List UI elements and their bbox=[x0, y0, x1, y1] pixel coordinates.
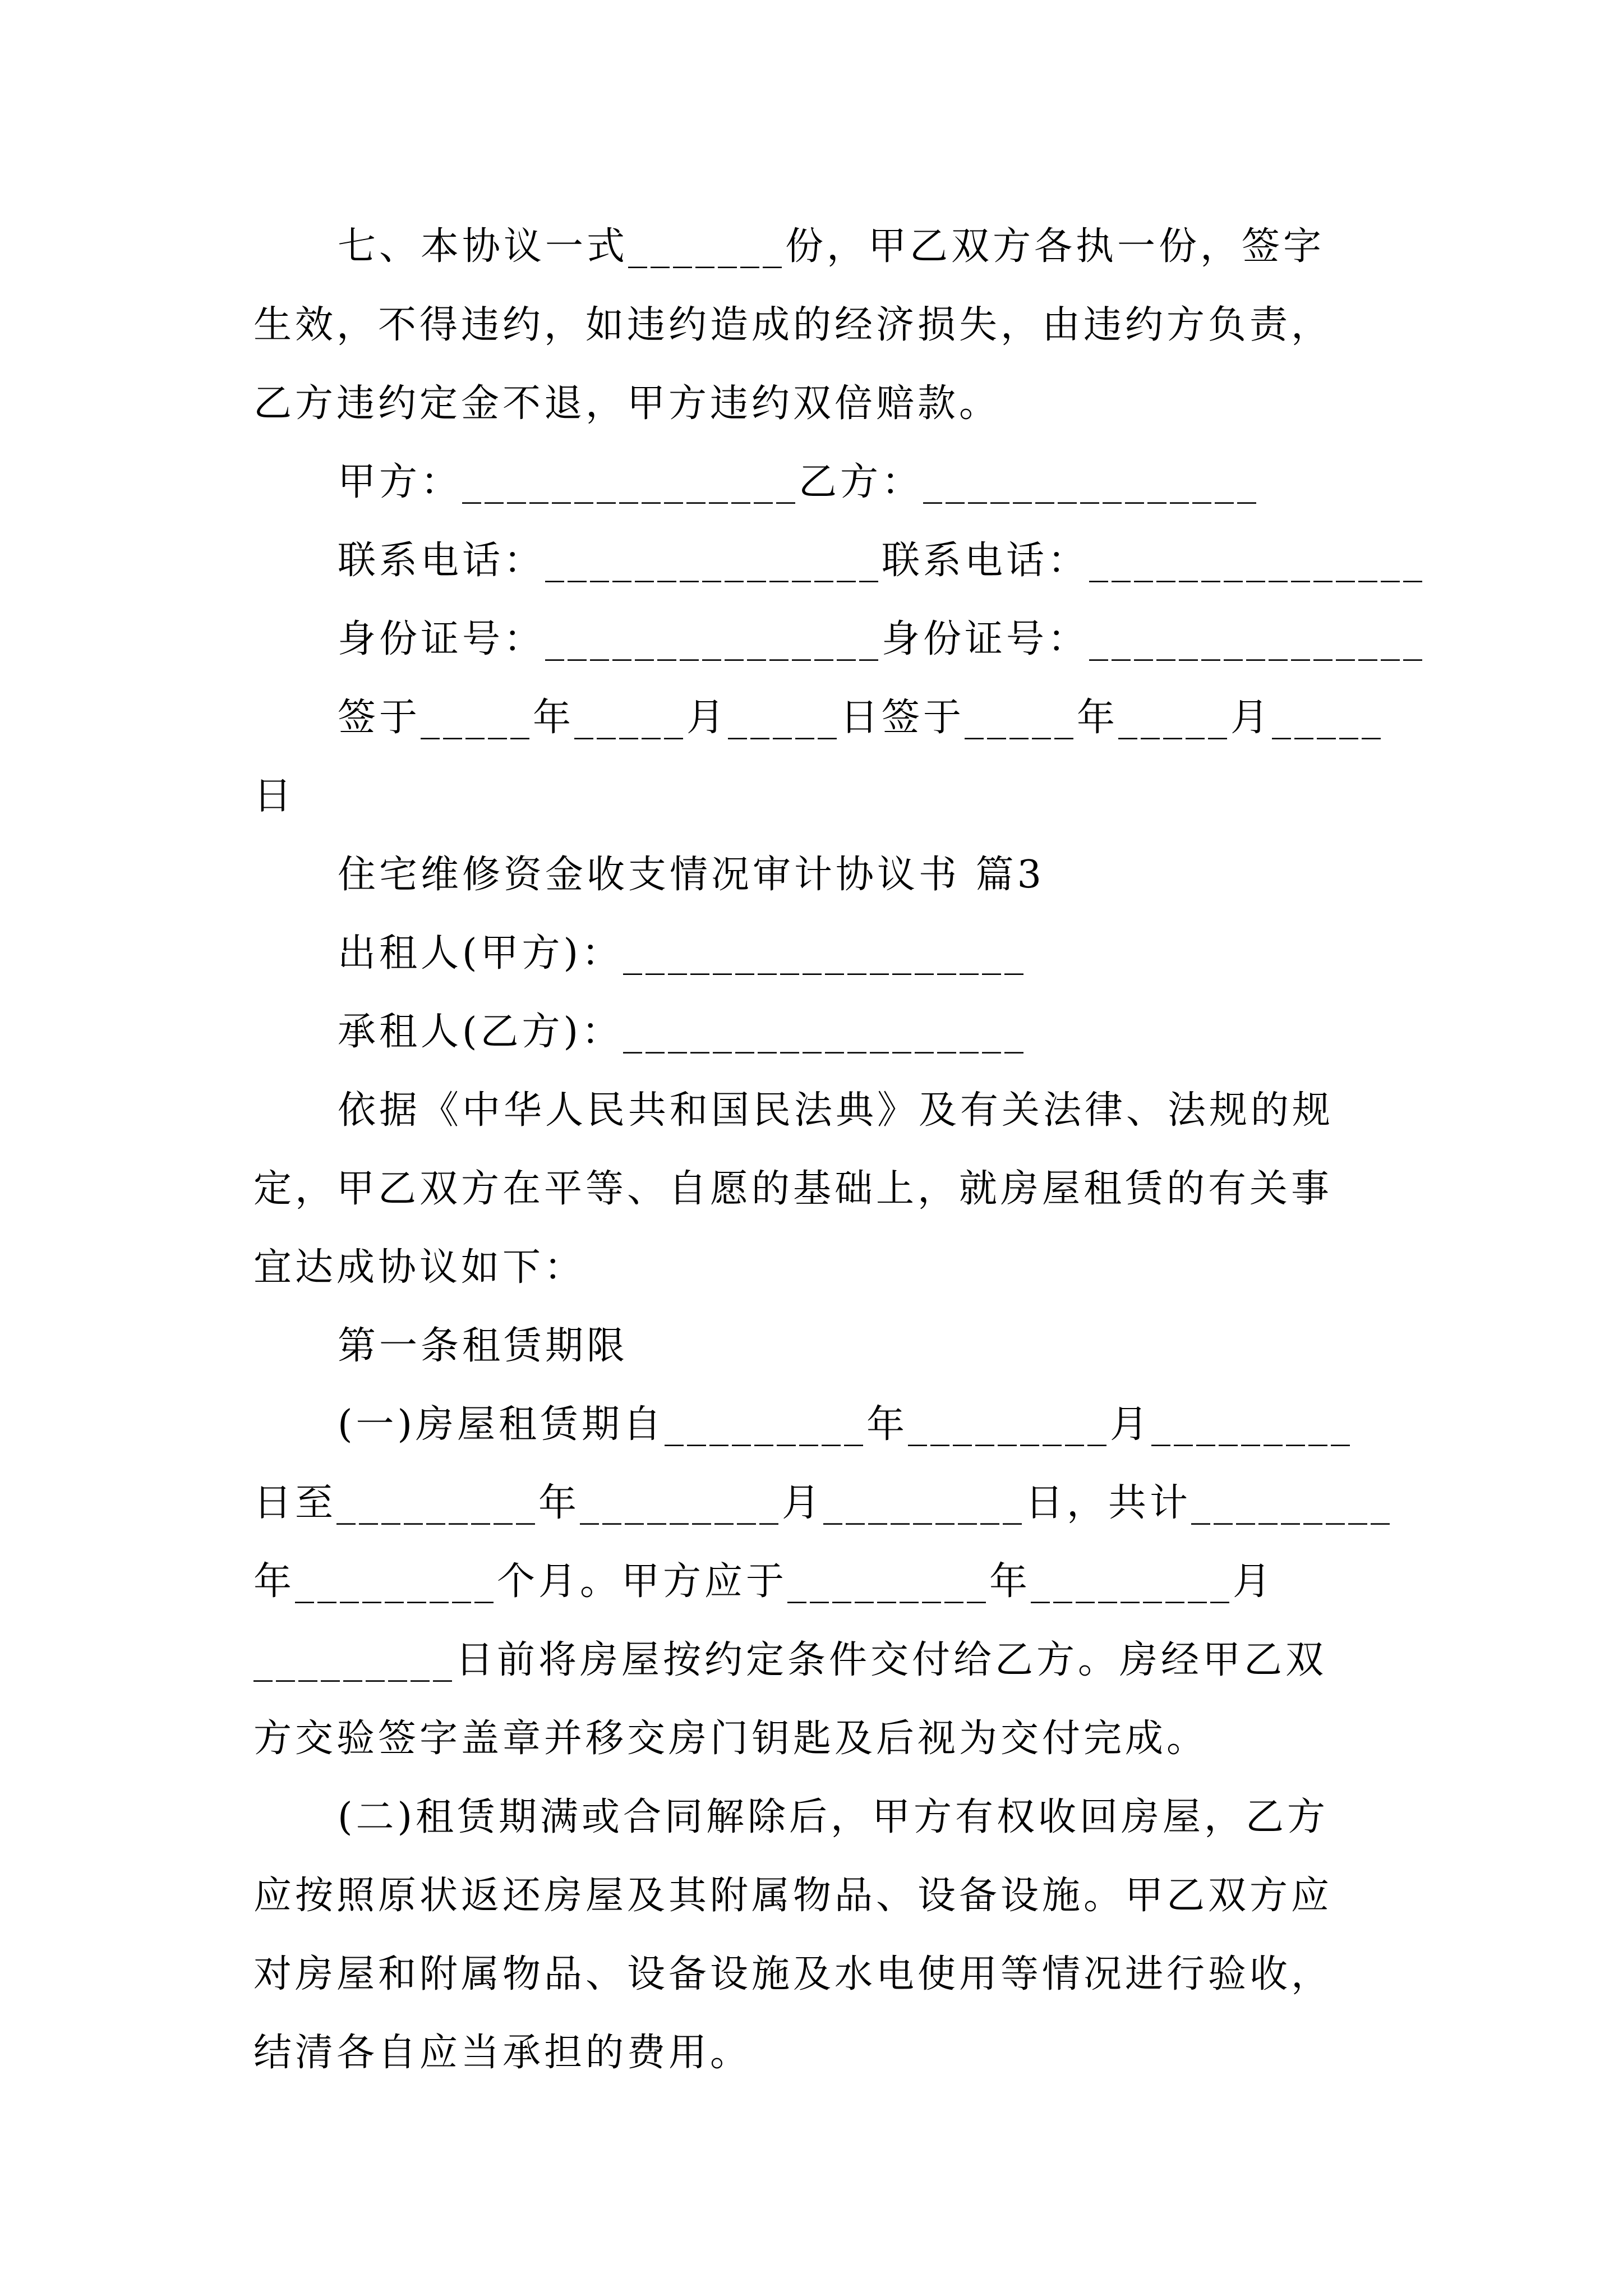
text-line: 乙方违约定金不退，甲方违约双倍赔款。 bbox=[253, 381, 1001, 426]
text-line: _________日前将房屋按约定条件交付给乙方。房经甲乙双 bbox=[253, 1638, 1327, 1682]
text-line: (一)房屋租赁期自_________年_________月_________ bbox=[338, 1402, 1354, 1447]
text-line: 宜达成协议如下： bbox=[253, 1245, 586, 1290]
text-line: 日至_________年_________月_________日，共计_________ bbox=[253, 1481, 1394, 1525]
text-line: 年_________个月。甲方应于_________年_________月 bbox=[253, 1559, 1275, 1604]
text-line: 生效，不得违约，如违约造成的经济损失，由违约方负责， bbox=[253, 303, 1333, 347]
text-line: 联系电话：_______________联系电话：_______________ bbox=[338, 539, 1426, 583]
text-line: 结清各自应当承担的费用。 bbox=[253, 2031, 752, 2075]
article-heading: 第一条租赁期限 bbox=[338, 1324, 629, 1368]
text-line: 日 bbox=[253, 774, 296, 818]
text-line: 定，甲乙双方在平等、自愿的基础上，就房屋租赁的有关事 bbox=[253, 1167, 1333, 1211]
text-line: 承租人(乙方)：__________________ bbox=[338, 1010, 1027, 1054]
text-line: 对房屋和附属物品、设备设施及水电使用等情况进行验收， bbox=[253, 1952, 1333, 1996]
text-line: 甲方：_______________乙方：_______________ bbox=[338, 460, 1260, 504]
text-line: 签于_____年_____月_____日签于_____年_____月_____ bbox=[338, 696, 1385, 740]
text-line: 应按照原状返还房屋及其附属物品、设备设施。甲乙双方应 bbox=[253, 1874, 1333, 1918]
text-line: 身份证号：_______________身份证号：_______________ bbox=[338, 617, 1426, 661]
text-line: 出租人(甲方)：__________________ bbox=[338, 931, 1027, 976]
text-line: 七、本协议一式_______份，甲乙双方各执一份，签字 bbox=[338, 224, 1325, 269]
section-heading: 住宅维修资金收支情况审计协议书 篇3 bbox=[338, 853, 1045, 897]
text-line: (二)租赁期满或合同解除后，甲方有权收回房屋，乙方 bbox=[338, 1795, 1329, 1839]
text-line: 依据《中华人民共和国民法典》及有关法律、法规的规 bbox=[338, 1088, 1334, 1133]
text-line: 方交验签字盖章并移交房门钥匙及后视为交付完成。 bbox=[253, 1717, 1209, 1761]
